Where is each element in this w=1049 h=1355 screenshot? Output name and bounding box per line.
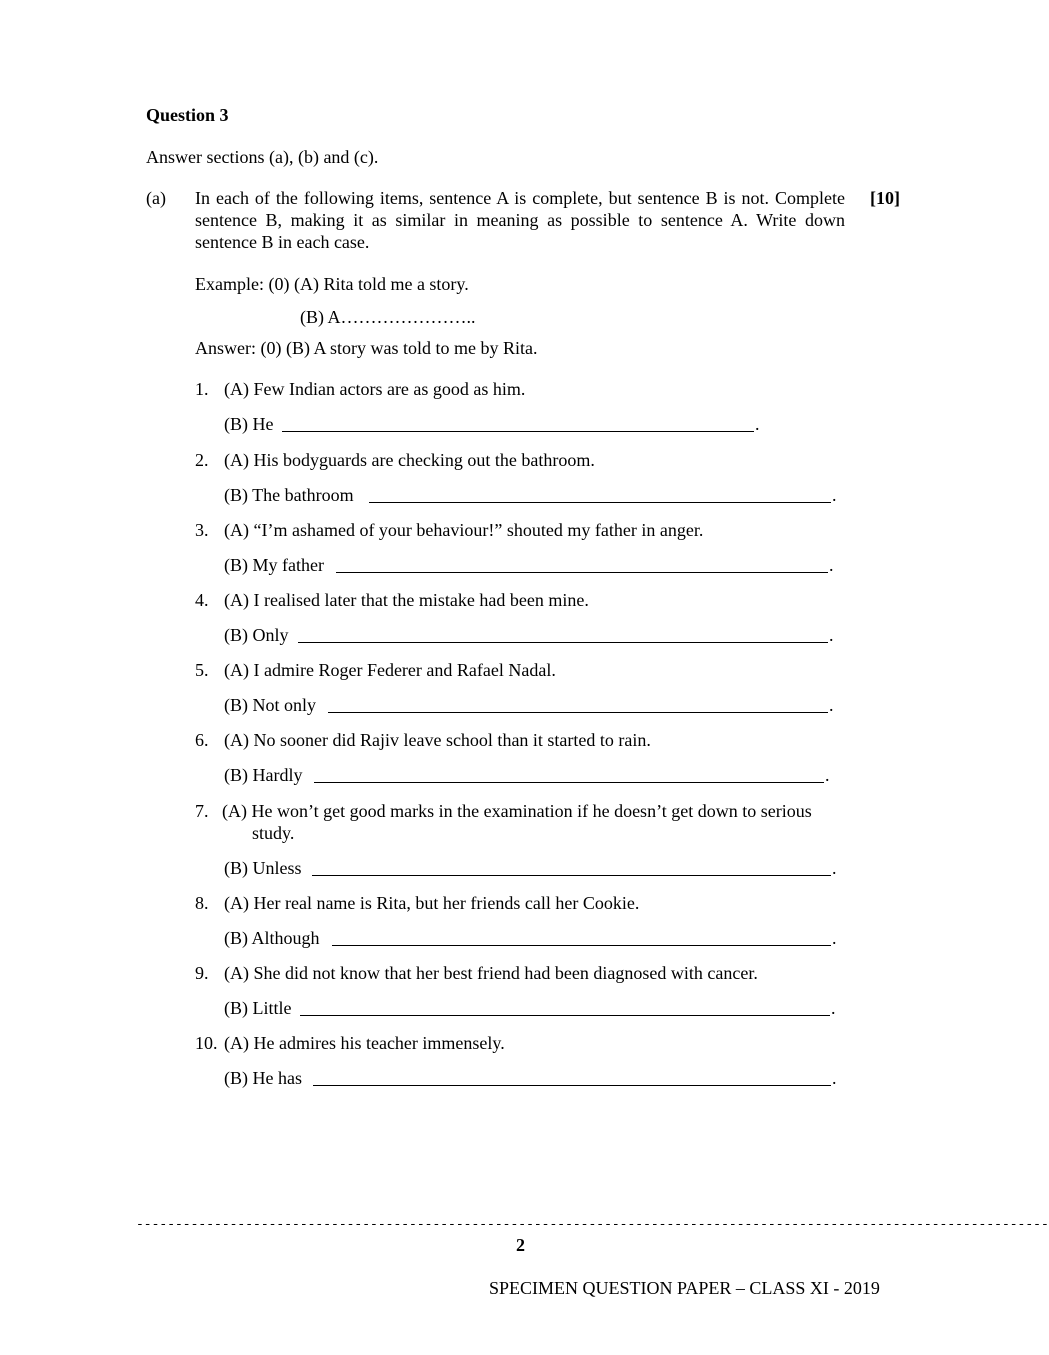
answer-blank[interactable] <box>282 431 754 432</box>
footer-title: SPECIMEN QUESTION PAPER – CLASS XI - 2019 <box>489 1278 880 1298</box>
item-sentence-b-stem: (B) Unless <box>224 858 302 878</box>
example-answer: Answer: (0) (B) A story was told to me by Rita. <box>195 338 538 358</box>
end-period: . <box>829 695 834 715</box>
item-sentence-b-stem: (B) Little <box>224 998 292 1018</box>
end-period: . <box>832 928 837 948</box>
example-sentence-a: Example: (0) (A) Rita told me a story. <box>195 274 469 294</box>
end-period: . <box>825 765 830 785</box>
answer-blank[interactable] <box>298 642 828 643</box>
item-number: 6. <box>195 730 209 750</box>
item-sentence-b-stem: (B) Although <box>224 928 320 948</box>
item-sentence-a: (A) I admire Roger Federer and Rafael Nadal. <box>224 660 556 680</box>
item-number: 5. <box>195 660 209 680</box>
answer-blank[interactable] <box>369 502 831 503</box>
item-number: 9. <box>195 963 209 983</box>
item-number: 2. <box>195 450 209 470</box>
item-number: 10. <box>195 1033 218 1053</box>
item-sentence-a: (A) His bodyguards are checking out the bathroom. <box>224 450 595 470</box>
answer-blank[interactable] <box>332 945 831 946</box>
answer-blank[interactable] <box>336 572 828 573</box>
item-number: 1. <box>195 379 209 399</box>
question-title: Question 3 <box>146 105 229 125</box>
item-number: 3. <box>195 520 209 540</box>
end-period: . <box>832 485 837 505</box>
example-sentence-b: (B) A………………….. <box>300 307 476 327</box>
item-sentence-a <box>222 800 852 844</box>
answer-blank[interactable] <box>314 782 824 783</box>
page-number: 2 <box>516 1235 525 1255</box>
item-sentence-a-line: (A) He won’t get good marks in the examination if he doesn’t get down to serious <box>222 801 812 821</box>
item-sentence-a: (A) She did not know that her best friend had been diagnosed with cancer. <box>224 963 758 983</box>
item-sentence-b-stem: (B) My father <box>224 555 324 575</box>
question-instructions: Answer sections (a), (b) and (c). <box>146 147 379 167</box>
item-sentence-a: (A) “I’m ashamed of your behaviour!” shouted my father in anger. <box>224 520 704 540</box>
item-sentence-a-continuation: study. <box>252 823 295 843</box>
answer-blank[interactable] <box>300 1015 830 1016</box>
part-a-marks: [10] <box>870 188 900 208</box>
item-sentence-b-stem: (B) He has <box>224 1068 302 1088</box>
item-sentence-a: (A) I realised later that the mistake had been mine. <box>224 590 589 610</box>
item-sentence-b-stem: (B) Only <box>224 625 289 645</box>
end-period: . <box>829 555 834 575</box>
item-sentence-a: (A) He admires his teacher immensely. <box>224 1033 505 1053</box>
answer-blank[interactable] <box>328 712 828 713</box>
answer-blank[interactable] <box>312 875 831 876</box>
end-period: . <box>755 414 760 434</box>
item-sentence-b-stem: (B) The bathroom <box>224 485 354 505</box>
answer-blank[interactable] <box>313 1085 831 1086</box>
item-sentence-a: (A) Few Indian actors are as good as him. <box>224 379 526 399</box>
end-period: . <box>832 858 837 878</box>
item-sentence-a: (A) Her real name is Rita, but her friends call her Cookie. <box>224 893 640 913</box>
part-a-instructions: In each of the following items, sentence A is complete, but sentence B is not. Complete sentence B, making it as similar in meaning as possible to sentence A. Write down sentence B in each case. <box>195 188 845 252</box>
end-period: . <box>829 625 834 645</box>
item-sentence-b-stem: (B) He <box>224 414 274 434</box>
part-a-label: (a) <box>146 188 166 208</box>
end-period: . <box>832 1068 837 1088</box>
page-separator: --------------------------------------------------------------------------------------------------------------------- <box>136 1217 1049 1232</box>
end-period: . <box>831 998 836 1018</box>
item-number: 8. <box>195 893 209 913</box>
item-number: 4. <box>195 590 209 610</box>
item-sentence-a: (A) No sooner did Rajiv leave school than it started to rain. <box>224 730 651 750</box>
item-sentence-b-stem: (B) Not only <box>224 695 316 715</box>
item-sentence-b-stem: (B) Hardly <box>224 765 303 785</box>
item-number: 7. <box>195 801 209 821</box>
